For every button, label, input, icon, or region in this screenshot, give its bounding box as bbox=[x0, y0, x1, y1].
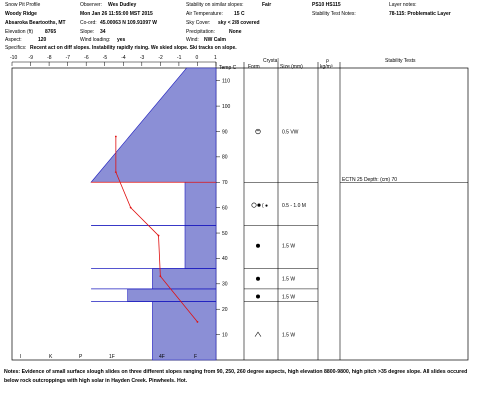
sky-value: sky < 2/8 covered bbox=[218, 20, 260, 26]
pit-id: PS10 HS115 bbox=[312, 2, 341, 8]
stability-tests-header: Stability Tests bbox=[385, 58, 416, 64]
notes-block bbox=[4, 368, 474, 385]
temperature-point bbox=[115, 136, 117, 138]
elevation-value: 8765 bbox=[45, 29, 57, 35]
height-tick-label: 20 bbox=[222, 307, 228, 314]
temp-tick-label: -3 bbox=[139, 55, 145, 61]
temp-tick-label: -10 bbox=[10, 55, 18, 61]
temperature-point bbox=[158, 235, 160, 237]
form-header: Form bbox=[248, 64, 260, 70]
temp-tick-label: -2 bbox=[158, 55, 163, 61]
height-tick-label: 70 bbox=[222, 180, 228, 187]
slope-value: 34 bbox=[100, 29, 106, 35]
precip-label: Precipitation: bbox=[186, 29, 215, 35]
height-tick-label: 60 bbox=[222, 205, 228, 212]
notes-label: Notes: bbox=[4, 369, 21, 375]
round-grain-icon bbox=[256, 277, 260, 281]
aspect-label: Aspect: bbox=[5, 37, 22, 43]
hoar-icon bbox=[256, 129, 261, 134]
coord-value: 45.00063 N 109.91097 W bbox=[100, 20, 157, 26]
hardness-layer bbox=[91, 68, 216, 182]
crystal-size-label: 1.5 W bbox=[282, 276, 296, 283]
height-tick-label: 50 bbox=[222, 230, 228, 237]
height-tick-label: 40 bbox=[222, 256, 228, 263]
temp-tick-label: -9 bbox=[28, 55, 33, 61]
specifics-text: Recent act on diff slopes. Instability rapidly rising. We skied slope. Ski tracks on slope. bbox=[30, 45, 237, 51]
page-title: Snow Pit Profile bbox=[5, 2, 41, 8]
specifics-label: Specifics: bbox=[5, 45, 27, 51]
temp-tick-label: 0 bbox=[195, 55, 199, 61]
crystal-size-label: 1.5 W bbox=[282, 332, 296, 339]
temperature-point bbox=[115, 171, 117, 173]
crystal-size-label: 1.5 W bbox=[282, 294, 296, 301]
temp-tick-label: -6 bbox=[84, 55, 89, 61]
temp-tick-label: 1 bbox=[214, 55, 217, 61]
depth-hoar-icon bbox=[255, 332, 261, 337]
wind-loading-value: yes bbox=[117, 37, 126, 43]
layer-notes-label: Layer notes: bbox=[389, 2, 417, 8]
observer-value: Wes Dudley bbox=[108, 2, 137, 8]
notes-text: Evidence of small surface slough slides on three different slopes ranging from 90, 250, 260 degree aspects, high elevation 8800-9800, high pitch >35 degree slope. All slides occured below rock outcroppings with high solar in Hayden Creek. Pinwheels. Hot. bbox=[4, 369, 468, 384]
slope-label: Slope: bbox=[80, 29, 95, 35]
air-temp-label: Air Temperature: bbox=[186, 11, 223, 17]
height-tick-label: 100 bbox=[222, 103, 231, 110]
coord-label: Co-ord: bbox=[80, 20, 97, 26]
temp-column-header: Temp C bbox=[219, 65, 237, 71]
hardness-label: I bbox=[20, 354, 22, 360]
hardness-label: F bbox=[194, 354, 198, 360]
height-tick-label: 110 bbox=[222, 78, 230, 85]
crystal-header: Crystal bbox=[263, 58, 279, 64]
temperature-point bbox=[159, 275, 161, 277]
wind-value: NW Calm bbox=[204, 37, 226, 43]
height-tick-label: 10 bbox=[222, 332, 228, 339]
hardness-label: K bbox=[49, 354, 53, 360]
hardness-layer bbox=[152, 302, 216, 360]
round-grain-icon bbox=[257, 204, 260, 207]
layer-notes-value: 78-115: Problematic Layer bbox=[389, 11, 451, 17]
mixed-form-icon bbox=[252, 203, 256, 207]
crystal-size-label: 0.5 - 1.0 M bbox=[282, 202, 306, 209]
hardness-layer bbox=[185, 182, 216, 225]
wind-label: Wind: bbox=[186, 37, 199, 43]
crystal-size-label: 0.5 VW bbox=[282, 129, 299, 136]
height-tick-label: 80 bbox=[222, 154, 228, 161]
stability-notes-label: Stability Test Notes: bbox=[312, 11, 356, 17]
sky-label: Sky Cover: bbox=[186, 20, 211, 26]
location-range: Absaroka Beartooths, MT bbox=[5, 20, 66, 26]
hardness-label: 4F bbox=[159, 354, 165, 360]
hardness-label: 1F bbox=[109, 354, 115, 360]
stability-label: Stability on similar slopes: bbox=[186, 2, 244, 8]
rho-unit-header: kg/m³ bbox=[320, 64, 333, 70]
height-tick-label: 90 bbox=[222, 129, 228, 136]
round-grain-icon bbox=[256, 295, 260, 299]
hardness-layer bbox=[185, 225, 216, 268]
elevation-label: Elevation (ft) bbox=[5, 29, 34, 35]
temperature-point bbox=[130, 207, 132, 209]
hardness-label: P bbox=[79, 354, 83, 360]
temp-tick-label: -8 bbox=[47, 55, 52, 61]
precip-value: None bbox=[229, 29, 242, 35]
stability-test-label: ECTN 25 Depth: (cm) 70 bbox=[342, 176, 398, 183]
temp-tick-label: -1 bbox=[176, 55, 182, 61]
round-grain-icon bbox=[256, 244, 260, 248]
height-tick-label: 30 bbox=[222, 281, 228, 288]
mixed-form-paren: ( ● bbox=[262, 203, 269, 210]
temp-tick-label: -7 bbox=[65, 55, 71, 61]
air-temp-value: 15 C bbox=[234, 11, 245, 17]
wind-loading-label: Wind loading: bbox=[80, 37, 111, 43]
observation-date: Mon Jan 26 11:55:00 MST 2015 bbox=[80, 11, 153, 17]
stability-value: Fair bbox=[262, 2, 272, 8]
rho-header: ρ bbox=[326, 58, 329, 64]
temperature-point bbox=[197, 321, 199, 323]
aspect-value: 120 bbox=[38, 37, 47, 43]
crystal-size-label: 1.5 W bbox=[282, 243, 296, 250]
observer-label: Observer: bbox=[80, 2, 102, 8]
temp-tick-label: -4 bbox=[121, 55, 126, 61]
temp-tick-label: -5 bbox=[102, 55, 108, 61]
plot-frame bbox=[12, 68, 468, 360]
size-header: Size (mm) bbox=[280, 64, 303, 70]
location-name: Woody Ridge bbox=[5, 11, 37, 17]
